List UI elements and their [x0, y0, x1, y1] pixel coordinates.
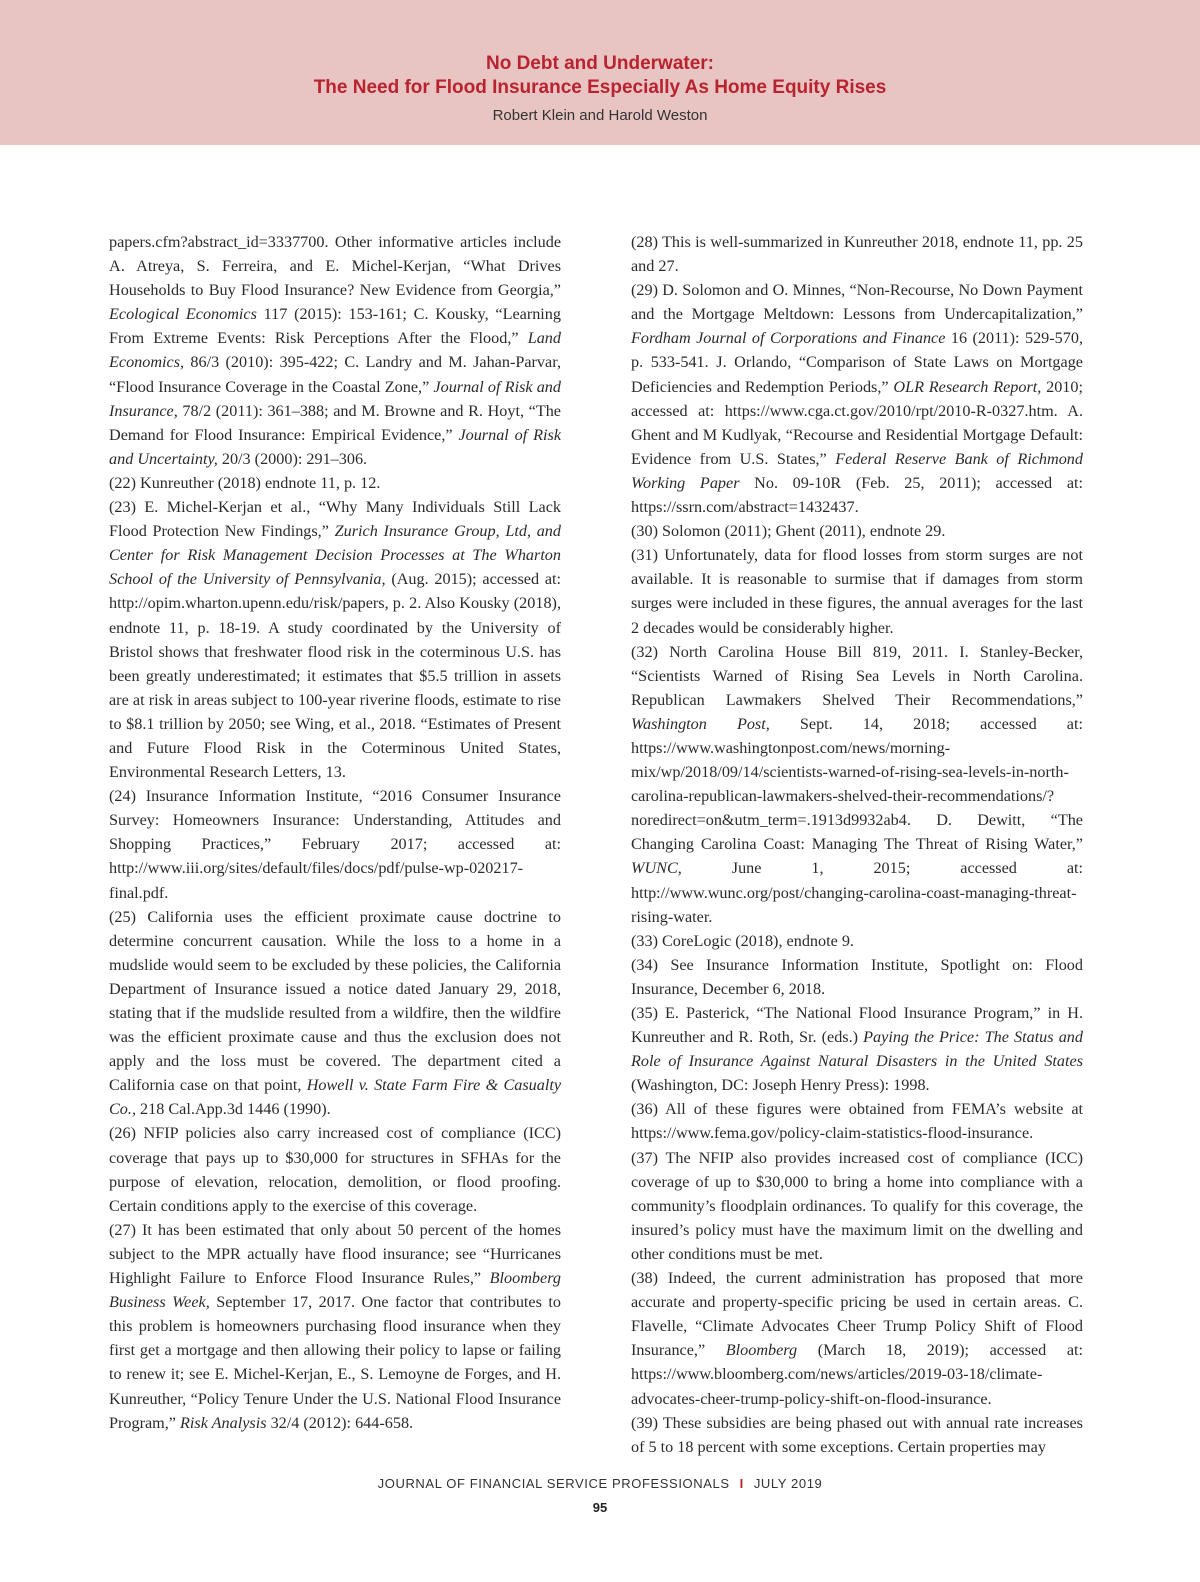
page-header	[0, 0, 1200, 145]
endnote-paragraph	[631, 953, 1083, 1001]
endnote-text: (33) CoreLogic (2018), endnote 9.	[631, 931, 854, 950]
endnote-paragraph	[631, 1146, 1083, 1266]
endnote-italic-text: Paying the Price: The Status and Role of Insurance Against Natural Disasters in the United States	[631, 1028, 1083, 1071]
endnote-text: (25) California uses the efficient proximate cause doctrine to determine concurrent causation. While the loss to a home in a mudslide would seem to be excluded by these policies, the California Department of Insurance issued a notice dated January 29, 2018, stating that if the mudslide resulted from a wildfire, then the wildfire was the efficient proximate cause and thus the exclusion does not apply and the loss must be covered. The department cited a California case on that point,	[109, 907, 561, 1095]
endnote-text: 78/2 (2011): 361–388; and M. Browne and R. Hoyt, “The Demand for Flood Insurance: Empirical Evidence,”	[109, 401, 561, 444]
page-number: 95	[592, 1500, 608, 1515]
endnote-paragraph	[631, 278, 1083, 519]
endnote-italic-text: OLR Research Report,	[893, 377, 1042, 396]
endnote-text: September 17, 2017. One factor that contributes to this problem is homeowners purchasing flood insurance when they first get a mortgage and then allowing their policy to lapse or failing to renew it; see E. Michel-Kerjan, E., S. Lemoyne de Forges, and H. Kunreuther, “Policy Tenure Under the U.S. National Flood Insurance Program,”	[109, 1293, 561, 1432]
endnote-text: 117 (2015): 153-161; C. Kousky, “Learning From Extreme Events: Risk Perceptions After the Flood,”	[109, 305, 561, 348]
footer-journal-name: JOURNAL OF FINANCIAL SERVICE PROFESSIONALS	[377, 1476, 730, 1491]
endnote-text: (23) E. Michel-Kerjan et al., “Why Many Individuals Still Lack Flood Protection New Findings,”	[109, 498, 561, 541]
endnote-paragraph	[631, 519, 1083, 543]
right-column-endnotes	[631, 230, 1083, 1459]
left-column-endnotes	[109, 230, 561, 1435]
endnote-italic-text: Ecological Economics	[109, 305, 257, 324]
endnote-text: papers.cfm?abstract_id=3337700. Other informative articles include A. Atreya, S. Ferreira, and E. Michel-Kerjan, “What Drives Households to Buy Flood Insurance? New Evidence from Georgia,”	[109, 233, 561, 300]
endnote-italic-text: Zurich Insurance Group, Ltd, and Center for Risk Management Decision Processes at The Wharton School of the University of Pennsylvania,	[109, 522, 561, 589]
endnote-text: June 1, 2015; accessed at: http://www.wunc.org/post/changing-carolina-coast-managing-threat-rising-water.	[631, 859, 1083, 926]
endnote-paragraph	[109, 495, 561, 784]
endnote-paragraph	[631, 1001, 1083, 1097]
endnote-paragraph	[109, 230, 561, 471]
article-title-line-1: No Debt and Underwater:	[485, 53, 715, 74]
endnote-text: 86/3 (2010): 395-422; C. Landry and M. Jahan-Parvar, “Flood Insurance Coverage in the Coastal Zone,”	[109, 353, 561, 396]
endnote-text: 20/3 (2000): 291–306.	[217, 449, 368, 468]
endnote-italic-text: WUNC,	[631, 859, 682, 878]
article-title-line-2: The Need for Flood Insurance Especially As Home Equity Rises	[313, 77, 887, 98]
endnote-paragraph	[109, 471, 561, 495]
endnote-text: (35) E. Pasterick, “The National Flood Insurance Program,” in H. Kunreuther and R. Roth, Sr. (eds.)	[631, 1004, 1083, 1047]
endnote-italic-text: Washington Post,	[631, 714, 770, 733]
endnote-paragraph	[109, 784, 561, 904]
endnote-text: (Aug. 2015); accessed at: http://opim.wharton.upenn.edu/risk/papers, p. 2. Also Kousky (2018), endnote 11, p. 18-19. A study coordinated by the University of Bristol shows that freshwater flood risk in the coterminous U.S. has been greatly underestimated; it estimates that $5.5 trillion in assets are at risk in areas subject to 100-year riverine floods, estimate to rise to $8.1 trillion by 2050; see Wing, et al., 2018. “Estimates of Present and Future Flood Risk in the Coterminous United States, Environmental Research Letters, 13.	[109, 570, 561, 782]
footer-journal-line	[0, 1476, 1200, 1491]
endnote-italic-text: Journal of Risk and Insurance,	[109, 377, 561, 420]
endnote-italic-text: Federal Reserve Bank of Richmond Working Paper	[631, 449, 1083, 492]
endnote-text: (27) It has been estimated that only about 50 percent of the homes subject to the MPR actually have flood insurance; see “Hurricanes Highlight Failure to Enforce Flood Insurance Rules,”	[109, 1220, 561, 1288]
endnote-text: (26) NFIP policies also carry increased cost of compliance (ICC) coverage that pays up to $30,000 for structures in SFHAs for the purpose of elevation, relocation, demolition, or flood proofing. Certain conditions apply to the exercise of this coverage.	[109, 1124, 561, 1215]
article-authors: Robert Klein and Harold Weston	[492, 107, 708, 124]
footer-separator: I	[739, 1476, 744, 1491]
endnote-text: (Washington, DC: Joseph Henry Press): 1998.	[631, 1076, 930, 1095]
endnote-text: Sept. 14, 2018; accessed at: https://www.washingtonpost.com/news/morning-mix/wp/2018/09/14/scientists-warned-of-rising-sea-levels-in-north-carolina-republican-lawmakers-shelved-their-recommendations/?noredirect=on&utm_term=.1913d9932ab4. D. Dewitt, “The Changing Carolina Coast: Managing The Threat of Rising Water,”	[631, 714, 1083, 854]
endnote-paragraph	[109, 1218, 561, 1435]
endnote-paragraph	[631, 929, 1083, 953]
endnote-italic-text: Risk Analysis	[180, 1413, 267, 1432]
endnote-italic-text: Howell v. State Farm Fire & Casualty Co.,	[109, 1076, 562, 1119]
endnote-paragraph	[631, 543, 1083, 639]
endnote-paragraph	[631, 1411, 1083, 1459]
endnote-paragraph	[631, 1266, 1083, 1411]
endnote-paragraph	[631, 230, 1083, 278]
endnote-text: (22) Kunreuther (2018) endnote 11, p. 12.	[109, 473, 381, 492]
endnote-text: 32/4 (2012): 644-658.	[266, 1413, 414, 1432]
endnote-text: (36) All of these figures were obtained from FEMA’s website at https://www.fema.gov/policy-claim-statistics-flood-insurance.	[631, 1100, 1083, 1143]
endnote-text: (39) These subsidies are being phased out with annual rate increases of 5 to 18 percent with some exceptions. Certain properties may	[631, 1413, 1083, 1456]
endnote-italic-text: Journal of Risk and Uncertainty,	[109, 425, 562, 468]
endnote-text: (38) Indeed, the current administration has proposed that more accurate and property-specific pricing be used in certain areas. C. Flavelle, “Climate Advocates Cheer Trump Policy Shift of Flood Insurance,”	[631, 1269, 1083, 1360]
endnote-italic-text: Fordham Journal of Corporations and Finance	[631, 329, 946, 348]
endnote-text: (37) The NFIP also provides increased cost of compliance (ICC) coverage of up to $30,000 to bring a home into compliance with a community’s floodplain ordinances. To qualify for this coverage, the insured’s policy must have the maximum limit on the dwelling and other conditions must be met.	[631, 1148, 1083, 1263]
endnote-text: (March 18, 2019); accessed at: https://www.bloomberg.com/news/articles/2019-03-18/climate-advocates-cheer-trump-policy-shift-on-flood-insurance.	[631, 1341, 1083, 1408]
endnote-text: 218 Cal.App.3d 1446 (1990).	[136, 1100, 331, 1119]
endnote-text: 16 (2011): 529-570, p. 533-541. J. Orlando, “Comparison of State Laws on Mortgage Deficiencies and Redemption Periods,”	[631, 329, 1083, 396]
endnote-paragraph	[109, 1121, 561, 1217]
endnote-text: (31) Unfortunately, data for flood losses from storm surges are not available. It is reasonable to surmise that if damages from storm surges were included in these figures, the annual averages for the last 2 decades would be considerably higher.	[631, 546, 1083, 637]
endnote-text: (29) D. Solomon and O. Minnes, “Non-Recourse, No Down Payment and the Mortgage Meltdown: Lessons from Undercapitalization,”	[631, 281, 1083, 324]
endnote-italic-text: Bloomberg Business Week,	[109, 1269, 561, 1312]
endnote-text: (28) This is well-summarized in Kunreuther 2018, endnote 11, pp. 25 and 27.	[631, 233, 1083, 276]
endnote-paragraph	[631, 640, 1083, 929]
footer-issue-date: JULY 2019	[753, 1476, 823, 1491]
endnote-text: (32) North Carolina House Bill 819, 2011. I. Stanley-Becker, “Scientists Warned of Rising Sea Levels in North Carolina. Republican Lawmakers Shelved Their Recommendations,”	[631, 642, 1083, 709]
endnote-text: (30) Solomon (2011); Ghent (2011), endnote 29.	[631, 522, 946, 541]
endnote-text: (34) See Insurance Information Institute, Spotlight on: Flood Insurance, December 6, 2018.	[631, 955, 1083, 998]
endnote-text: 2010; accessed at: https://www.cga.ct.gov/2010/rpt/2010-R-0327.htm. A. Ghent and M Kudlyak, “Recourse and Residential Mortgage Default: Evidence from U.S. States,”	[631, 377, 1083, 468]
endnote-paragraph	[631, 1097, 1083, 1145]
endnote-italic-text: Land Economics,	[109, 329, 561, 372]
endnote-italic-text: Bloomberg	[725, 1341, 798, 1360]
endnote-paragraph	[109, 905, 561, 1122]
endnote-text: (24) Insurance Information Institute, “2016 Consumer Insurance Survey: Homeowners Insurance: Understanding, Attitudes and Shopping Practices,” February 2017; accessed at: http://www.iii.org/sites/default/files/docs/pdf/pulse-wp-020217-final.pdf.	[109, 787, 561, 902]
endnote-text: No. 09-10R (Feb. 25, 2011); accessed at: https://ssrn.com/abstract=1432437.	[631, 473, 1083, 517]
